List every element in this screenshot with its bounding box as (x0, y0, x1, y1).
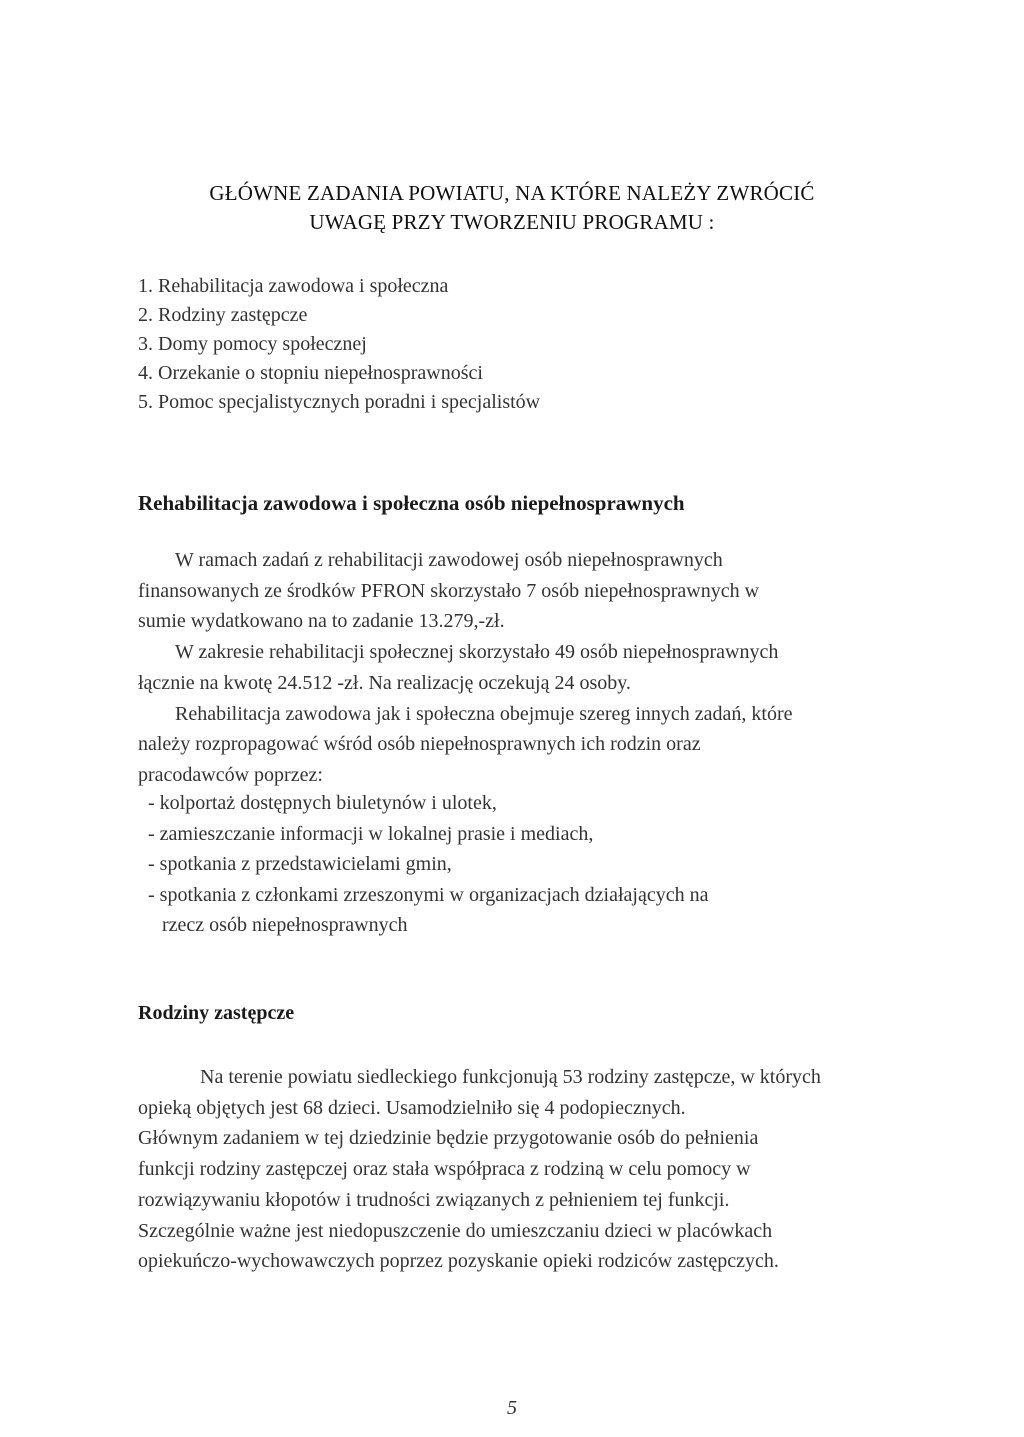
promotion-methods-list (148, 788, 708, 941)
document-title-line-2: UWAGĘ PRZY TWORZENIU PROGRAMU : (309, 210, 715, 234)
paragraph-line: rozwiązywaniu kłopotów i trudności związanych z pełnieniem tej funkcji. (138, 1188, 730, 1211)
paragraph-line: funkcji rodziny zastępczej oraz stała współpraca z rodziną w celu pomocy w (138, 1158, 751, 1181)
task-list-item: 4. Orzekanie o stopniu niepełnosprawności (138, 362, 483, 384)
document-title-line-1: GŁÓWNE ZADANIA POWIATU, NA KTÓRE NALEŻY ZWRÓCIĆ (209, 181, 815, 205)
paragraph-line: W zakresie rehabilitacji społecznej skorzystało 49 osób niepełnosprawnych (175, 641, 779, 664)
paragraph-line: W ramach zadań z rehabilitacji zawodowej osób niepełnosprawnych (175, 549, 723, 571)
paragraph-line: należy rozpropagować wśród osób niepełnosprawnych ich rodzin oraz (138, 733, 701, 756)
paragraph-line: opieką objętych jest 68 dzieci. Usamodzielniło się 4 podopiecznych. (138, 1096, 686, 1119)
task-list-item: 5. Pomoc specjalistycznych poradni i specjalistów (138, 391, 541, 413)
paragraph-line: sumie wydatkowano na to zadanie 13.279,-zł. (138, 610, 505, 633)
bullet-item: - kolportaż dostępnych biuletynów i ulotek, (148, 792, 497, 814)
paragraph-line: pracodawców poprzez: (138, 763, 323, 786)
bullet-item: - spotkania z przedstawicielami gmin, (148, 853, 452, 875)
section-heading-foster-families: Rodziny zastępcze (138, 1002, 295, 1024)
bullet-item: - spotkania z członkami zrzeszonymi w organizacjach działających na (148, 883, 709, 906)
bullet-item: - zamieszczanie informacji w lokalnej prasie i mediach, (148, 822, 594, 845)
paragraph-line: finansowanych ze środków PFRON skorzystało 7 osób niepełnosprawnych w (138, 579, 760, 602)
task-list-item: 1. Rehabilitacja zawodowa i społeczna (138, 275, 449, 297)
paragraph-line: Szczególnie ważne jest niedopuszczenie do umieszczaniu dzieci w placówkach (138, 1219, 773, 1242)
paragraph-line: łącznie na kwotę 24.512 -zł. Na realizację oczekują 24 osoby. (138, 671, 631, 694)
foster-families-paragraph (138, 1062, 938, 1277)
task-list-item: 2. Rodziny zastępcze (138, 304, 308, 326)
page-number: 5 (507, 1397, 517, 1419)
rehabilitation-paragraph (138, 545, 938, 791)
paragraph-line: Na terenie powiatu siedleckiego funkcjonują 53 rodziny zastępcze, w których (200, 1066, 821, 1088)
paragraph-line: Głównym zadaniem w tej dziedzinie będzie przygotowanie osób do pełnienia (138, 1127, 759, 1150)
bullet-item-continuation: rzecz osób niepełnosprawnych (162, 914, 408, 936)
task-list-item: 3. Domy pomocy społecznej (138, 333, 367, 355)
paragraph-line: opiekuńczo-wychowawczych poprzez pozyskanie opieki rodziców zastępczych. (138, 1250, 779, 1273)
section-heading-rehabilitation: Rehabilitacja zawodowa i społeczna osób niepełnosprawnych (138, 491, 685, 515)
task-list (138, 272, 540, 417)
paragraph-line: Rehabilitacja zawodowa jak i społeczna obejmuje szereg innych zadań, które (175, 702, 793, 725)
